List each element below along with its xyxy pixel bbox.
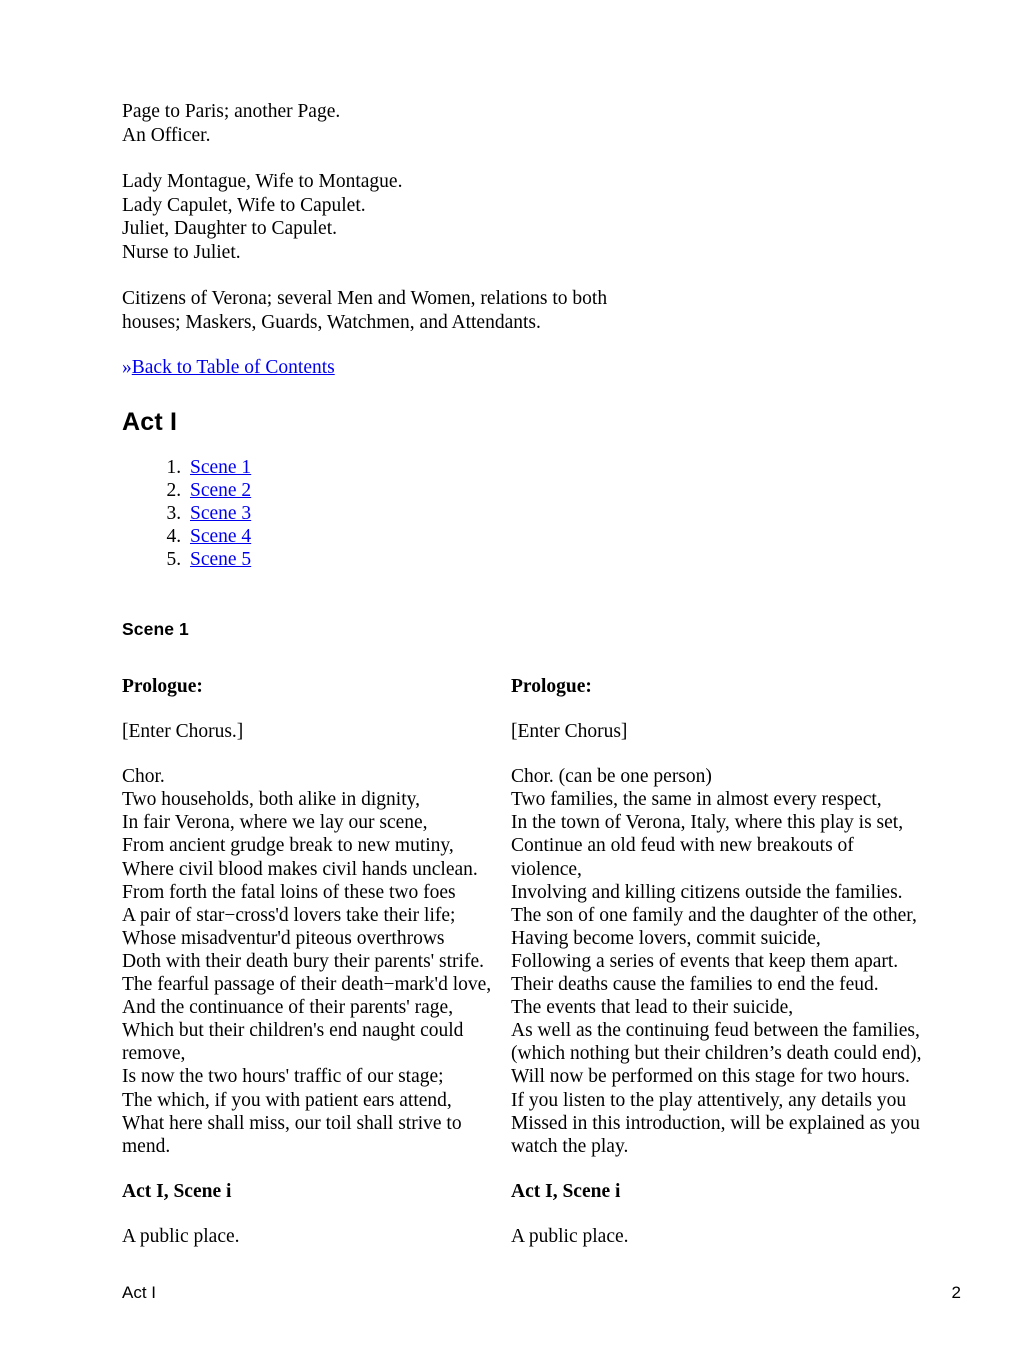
scene-link-2[interactable]: Scene 2 xyxy=(190,479,252,501)
list-item xyxy=(186,456,922,479)
left-scene-label: Act I, Scene i xyxy=(122,1180,232,1202)
verse-line: watch the play. xyxy=(511,1135,629,1157)
dramatis-line: Juliet, Daughter to Capulet. xyxy=(122,218,337,239)
modern-text-column xyxy=(511,675,922,1248)
scene-link-list xyxy=(122,456,922,571)
verse-line: From ancient grudge break to new mutiny, xyxy=(122,835,454,857)
verse-line: In fair Verona, where we lay our scene, xyxy=(122,812,428,834)
list-item xyxy=(186,548,922,571)
verse-line: If you listen to the play attentively, any details you xyxy=(511,1089,907,1111)
dramatis-line: Lady Capulet, Wife to Capulet. xyxy=(122,194,366,216)
left-speaker: Chor. xyxy=(122,766,165,788)
verse-line: And the continuance of their parents' rage, xyxy=(122,997,454,1019)
prologue-comparison-section xyxy=(122,675,922,1248)
verse-line: As well as the continuing feud between the families, xyxy=(511,1020,920,1042)
footer-act-label: Act I xyxy=(122,1283,157,1302)
dramatis-block-citizens xyxy=(122,287,622,334)
double-right-angle-icon: » xyxy=(122,357,132,378)
verse-line: From forth the fatal loins of these two foes xyxy=(122,881,456,903)
dramatis-paragraph: Citizens of Verona; several Men and Women, relations to both houses; Maskers, Guards, Watchmen, and Attendants. xyxy=(122,288,608,333)
verse-line: Having become lovers, commit suicide, xyxy=(511,927,821,949)
page-footer xyxy=(122,1283,961,1303)
dramatis-line: An Officer. xyxy=(122,124,211,146)
scene-heading: Scene 1 xyxy=(122,618,189,639)
right-verse-block xyxy=(511,765,922,1158)
verse-line: (which nothing but their children’s death could end), xyxy=(511,1043,922,1065)
left-stage-direction: [Enter Chorus.] xyxy=(122,721,244,743)
verse-line: Where civil blood makes civil hands unclean. xyxy=(122,858,478,880)
page-content xyxy=(122,100,922,640)
verse-line: Will now be performed on this stage for two hours. xyxy=(511,1066,910,1088)
dramatis-block-pages-officer xyxy=(122,100,922,147)
verse-line: Two families, the same in almost every respect, xyxy=(511,789,882,811)
verse-line: Continue an old feud with new breakouts of violence, xyxy=(511,835,854,880)
verse-line: Their deaths cause the families to end the feud. xyxy=(511,974,879,996)
verse-line: Which but their children's end naught could remove, xyxy=(122,1020,464,1065)
list-item xyxy=(186,479,922,502)
dramatis-line: Page to Paris; another Page. xyxy=(122,101,341,122)
scene-link-5[interactable]: Scene 5 xyxy=(190,548,252,570)
left-setting: A public place. xyxy=(122,1225,240,1247)
right-prologue-label: Prologue: xyxy=(511,676,592,697)
footer-page-number: 2 xyxy=(951,1283,961,1302)
list-item xyxy=(186,525,922,548)
prologue-comparison-table xyxy=(122,675,922,1248)
right-setting: A public place. xyxy=(511,1225,629,1247)
left-prologue-label: Prologue: xyxy=(122,676,203,697)
verse-line: Missed in this introduction, will be explained as you xyxy=(511,1112,920,1134)
verse-line: The events that lead to their suicide, xyxy=(511,997,794,1019)
scene-link-3[interactable]: Scene 3 xyxy=(190,502,252,524)
verse-line: Doth with their death bury their parents' strife. xyxy=(122,950,484,972)
scene-link-1[interactable]: Scene 1 xyxy=(190,456,252,478)
verse-line: In the town of Verona, Italy, where this play is set, xyxy=(511,812,904,834)
list-item xyxy=(186,502,922,525)
original-text-column xyxy=(122,675,511,1248)
dramatis-personae-list xyxy=(122,100,922,334)
table-row xyxy=(122,675,922,1248)
scene-link-4[interactable]: Scene 4 xyxy=(190,525,252,547)
dramatis-block-women xyxy=(122,170,922,264)
dramatis-line: Nurse to Juliet. xyxy=(122,241,241,263)
verse-line: What here shall miss, our toil shall strive to mend. xyxy=(122,1112,462,1157)
verse-line: Involving and killing citizens outside the families. xyxy=(511,881,903,903)
verse-line: The which, if you with patient ears attend, xyxy=(122,1089,452,1111)
verse-line: Is now the two hours' traffic of our stage; xyxy=(122,1066,444,1088)
back-to-toc-row xyxy=(122,356,922,380)
right-stage-direction: [Enter Chorus] xyxy=(511,721,628,743)
verse-line: A pair of star−cross'd lovers take their life; xyxy=(122,904,456,926)
back-to-table-of-contents-link[interactable]: Back to Table of Contents xyxy=(131,357,335,378)
verse-line: Two households, both alike in dignity, xyxy=(122,789,420,811)
verse-line: The fearful passage of their death−mark'd love, xyxy=(122,974,492,996)
act-heading: Act I xyxy=(122,407,178,436)
left-verse-block xyxy=(122,765,511,1158)
verse-line: The son of one family and the daughter of the other, xyxy=(511,904,917,926)
dramatis-line: Lady Montague, Wife to Montague. xyxy=(122,171,403,192)
right-scene-label: Act I, Scene i xyxy=(511,1180,621,1202)
verse-line: Following a series of events that keep them apart. xyxy=(511,950,899,972)
right-speaker: Chor. (can be one person) xyxy=(511,766,712,788)
verse-line: Whose misadventur'd piteous overthrows xyxy=(122,927,445,949)
